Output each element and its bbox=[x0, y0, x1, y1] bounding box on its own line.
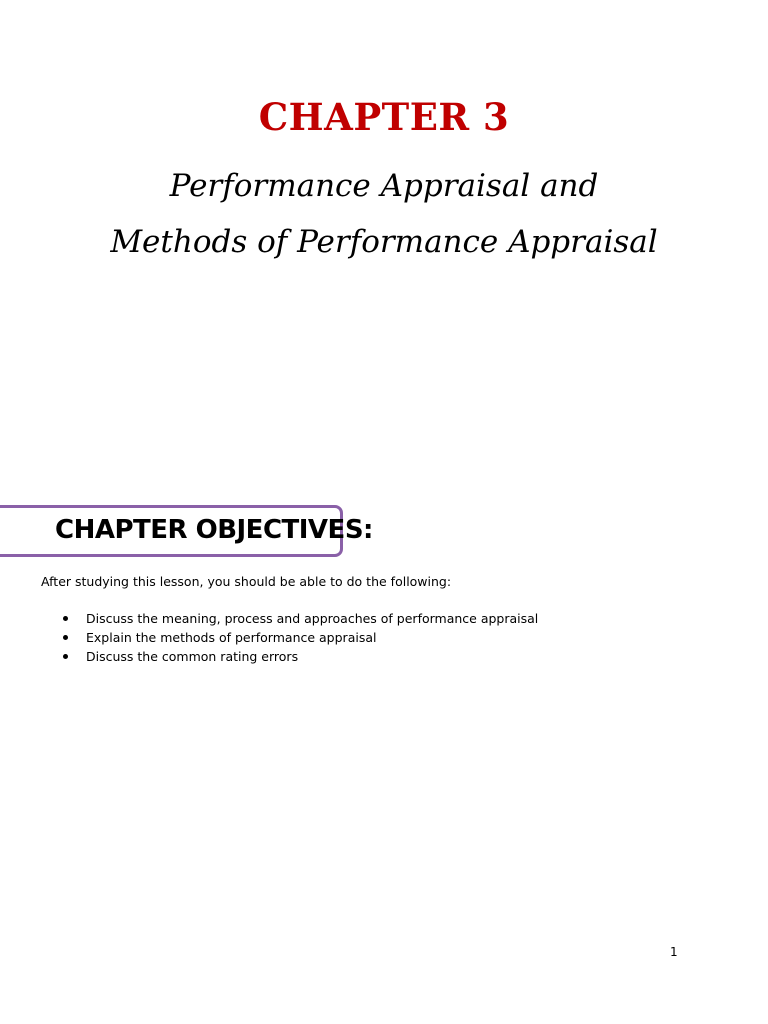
objective-text: Discuss the meaning, process and approaches of performance appraisal bbox=[86, 611, 539, 626]
bullet-icon bbox=[63, 635, 68, 640]
objectives-intro: After studying this lesson, you should be able to do the following: bbox=[41, 574, 452, 589]
objective-text: Discuss the common rating errors bbox=[86, 649, 299, 664]
bullet-icon bbox=[63, 616, 68, 621]
page-number: 1 bbox=[670, 945, 678, 959]
objectives-heading: CHAPTER OBJECTIVES: bbox=[55, 515, 373, 545]
objective-text: Explain the methods of performance appraisal bbox=[86, 630, 377, 645]
chapter-title-line-1: Performance Appraisal and bbox=[169, 168, 599, 204]
chapter-heading: CHAPTER 3 bbox=[258, 95, 510, 139]
chapter-title-line-2: Methods of Performance Appraisal bbox=[110, 224, 658, 260]
bullet-icon bbox=[63, 654, 68, 659]
